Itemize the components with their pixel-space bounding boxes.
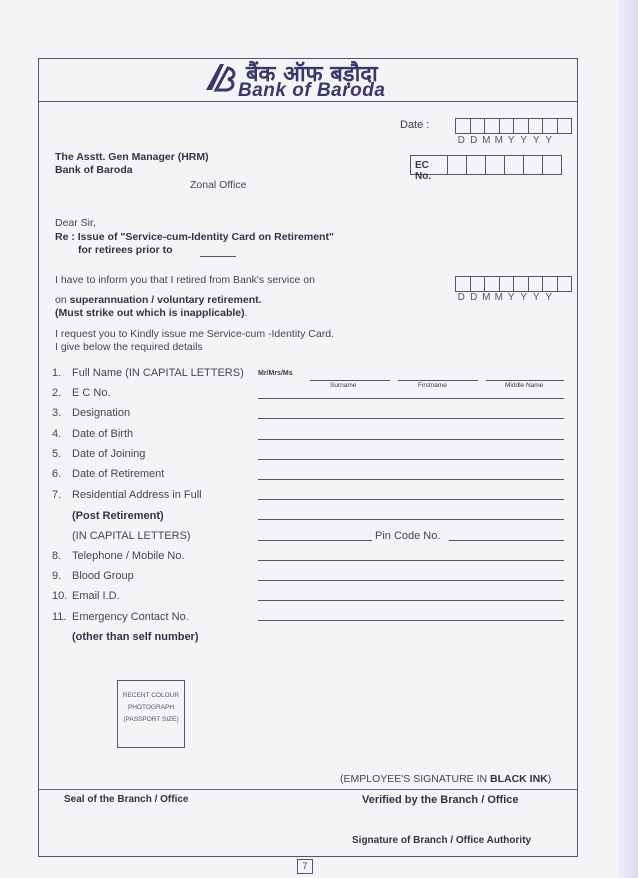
dob-label: Date of Birth bbox=[72, 428, 134, 440]
retirement-date-box[interactable] bbox=[557, 276, 573, 292]
details-line: I give below the required details bbox=[55, 341, 203, 353]
authority-signature-label[interactable]: Signature of Branch / Office Authority bbox=[352, 835, 532, 846]
date-format-letter: Y bbox=[507, 292, 515, 303]
signature-suffix: ) bbox=[547, 773, 552, 785]
bank-logo-icon bbox=[202, 60, 238, 96]
signature-prefix: (EMPLOYEE'S SIGNATURE IN bbox=[340, 773, 491, 785]
date-format-letter: Y bbox=[545, 292, 553, 303]
item-number: 1. bbox=[52, 367, 62, 379]
retirement-date-box[interactable] bbox=[484, 276, 500, 292]
date-digit-box[interactable] bbox=[557, 118, 573, 134]
employee-signature-label[interactable] bbox=[340, 773, 551, 785]
item-number: 10. bbox=[52, 590, 68, 602]
telephone-label: Telephone / Mobile No. bbox=[72, 550, 185, 562]
date-digit-box[interactable] bbox=[528, 118, 544, 134]
date-format-letter: D bbox=[457, 135, 465, 146]
bank-name: Bank of Baroda bbox=[238, 80, 386, 101]
retirement-date-box[interactable] bbox=[528, 276, 544, 292]
date-digit-box[interactable] bbox=[470, 118, 486, 134]
item-number: 2. bbox=[52, 387, 62, 399]
addressee-office: Zonal Office bbox=[190, 179, 247, 191]
item-number: 7. bbox=[52, 489, 62, 501]
name-title-label: Mr/Mrs/Ms bbox=[258, 370, 293, 377]
ec-digit-box[interactable] bbox=[542, 155, 562, 175]
retiree-date-blank[interactable] bbox=[200, 256, 236, 257]
date-format-letter: Y bbox=[545, 135, 553, 146]
strike-out-text: (Must strike out which is inapplicable) bbox=[55, 307, 245, 319]
photo-caption-3: (PASSPORT SIZE) bbox=[123, 716, 179, 723]
date-format-caption bbox=[455, 135, 555, 146]
retirement-type-options: superannuation / voluntary retirement. bbox=[69, 294, 262, 306]
ec-no-item-label: E C No. bbox=[72, 387, 111, 399]
date-format-letter: M bbox=[494, 292, 503, 303]
item-number: 8. bbox=[52, 550, 62, 562]
date-digit-box[interactable] bbox=[455, 118, 471, 134]
date-format-letter: D bbox=[470, 292, 478, 303]
email-field[interactable] bbox=[258, 600, 564, 601]
emergency-contact-label: Emergency Contact No. bbox=[72, 611, 189, 623]
date-digit-box[interactable] bbox=[499, 118, 515, 134]
date-label: Date : bbox=[400, 119, 430, 131]
pin-code-field[interactable] bbox=[449, 540, 564, 541]
subject-prefix: Re : bbox=[55, 231, 78, 243]
middlename-field[interactable] bbox=[486, 380, 564, 381]
request-line: I request you to Kindly issue me Service-cum -Identity Card. bbox=[55, 328, 334, 340]
surname-caption: Surname bbox=[330, 382, 357, 389]
retirement-date-box[interactable] bbox=[513, 276, 529, 292]
joining-date-label: Date of Joining bbox=[72, 448, 146, 460]
date-format-letter: Y bbox=[532, 292, 540, 303]
date-format-letter: M bbox=[482, 135, 491, 146]
emergency-contact-field[interactable] bbox=[258, 620, 564, 621]
designation-label: Designation bbox=[72, 407, 131, 419]
ec-no-label: EC No. bbox=[410, 155, 448, 175]
subject-text: Issue of "Service-cum-Identity Card on Retirement" bbox=[77, 231, 334, 243]
photo-box[interactable] bbox=[117, 680, 185, 748]
photo-caption-2: PHOTOGRAPH bbox=[127, 704, 175, 711]
address-sub-capitals: (IN CAPITAL LETTERS) bbox=[72, 530, 191, 542]
ec-digit-box[interactable] bbox=[485, 155, 505, 175]
addressee-bank: Bank of Baroda bbox=[55, 164, 133, 176]
verified-label: Verified by the Branch / Office bbox=[362, 794, 519, 806]
address-sub-post-retirement: (Post Retirement) bbox=[72, 510, 164, 522]
blood-group-field[interactable] bbox=[258, 580, 564, 581]
ec-no-field[interactable] bbox=[258, 398, 564, 399]
emergency-contact-note: (other than self number) bbox=[72, 631, 199, 643]
subject-line-2: for retirees prior to bbox=[78, 244, 173, 256]
date-input-boxes[interactable] bbox=[455, 118, 571, 134]
paragraph-retired: I have to inform you that I retired from Bank's service on bbox=[55, 274, 315, 286]
dob-field[interactable] bbox=[258, 439, 564, 440]
page-edge bbox=[618, 0, 638, 878]
telephone-field[interactable] bbox=[258, 560, 564, 561]
middlename-caption: Middle Name bbox=[505, 382, 544, 389]
ec-digit-box[interactable] bbox=[466, 155, 486, 175]
retirement-date-field[interactable] bbox=[258, 479, 564, 480]
date-digit-box[interactable] bbox=[542, 118, 558, 134]
bank-name-hindi: बैंक ऑफ बड़ौदा bbox=[246, 62, 378, 87]
date-format-letter: M bbox=[482, 292, 491, 303]
designation-field[interactable] bbox=[258, 418, 564, 419]
item-number: 9. bbox=[52, 570, 62, 582]
firstname-caption: Firstname bbox=[418, 382, 447, 389]
retirement-date-caption bbox=[455, 292, 555, 303]
retirement-date-input-boxes[interactable] bbox=[455, 276, 571, 292]
retirement-type-prefix: on bbox=[55, 294, 70, 306]
retirement-date-box[interactable] bbox=[499, 276, 515, 292]
ec-no-input-boxes[interactable] bbox=[447, 155, 561, 175]
subject-line bbox=[55, 231, 334, 243]
retirement-date-box[interactable] bbox=[470, 276, 486, 292]
item-number: 4. bbox=[52, 428, 62, 440]
ec-digit-box[interactable] bbox=[447, 155, 467, 175]
addressee-title: The Asstt. Gen Manager (HRM) bbox=[55, 151, 209, 163]
item-number: 11. bbox=[52, 611, 67, 623]
retirement-date-box[interactable] bbox=[455, 276, 471, 292]
date-format-letter: Y bbox=[520, 135, 528, 146]
item-number: 3. bbox=[52, 407, 62, 419]
date-digit-box[interactable] bbox=[513, 118, 529, 134]
item-number: 5. bbox=[52, 448, 62, 460]
branch-seal-label: Seal of the Branch / Office bbox=[64, 794, 189, 805]
full-name-label: Full Name (IN CAPITAL LETTERS) bbox=[72, 367, 244, 379]
blood-group-label: Blood Group bbox=[72, 570, 134, 582]
pin-code-label: Pin Code No. bbox=[375, 530, 441, 542]
date-format-letter: Y bbox=[520, 292, 528, 303]
item-number: 6. bbox=[52, 468, 62, 480]
retirement-type-line bbox=[55, 294, 262, 306]
photo-caption-1: RECENT COLOUR bbox=[122, 692, 180, 699]
date-format-letter: M bbox=[494, 135, 503, 146]
strike-out-note bbox=[55, 307, 248, 319]
retirement-date-box[interactable] bbox=[542, 276, 558, 292]
salutation: Dear Sir, bbox=[55, 217, 96, 229]
signature-ink-note: BLACK INK bbox=[490, 773, 548, 785]
date-format-letter: D bbox=[470, 135, 478, 146]
retirement-date-label: Date of Retirement bbox=[72, 468, 165, 480]
address-field-1[interactable] bbox=[258, 499, 564, 500]
date-format-letter: D bbox=[457, 292, 465, 303]
date-digit-box[interactable] bbox=[484, 118, 500, 134]
address-label: Residential Address in Full bbox=[72, 489, 202, 501]
date-format-letter: Y bbox=[507, 135, 515, 146]
joining-date-field[interactable] bbox=[258, 459, 564, 460]
ec-digit-box[interactable] bbox=[523, 155, 543, 175]
email-label: Email I.D. bbox=[72, 590, 120, 602]
ec-digit-box[interactable] bbox=[504, 155, 524, 175]
firstname-field[interactable] bbox=[398, 380, 478, 381]
footer-divider bbox=[38, 789, 578, 790]
address-field-3[interactable] bbox=[258, 540, 372, 541]
page-number: 7 bbox=[297, 859, 313, 874]
address-field-2[interactable] bbox=[258, 519, 564, 520]
strike-out-tail: . bbox=[244, 307, 248, 319]
surname-field[interactable] bbox=[310, 380, 390, 381]
date-format-letter: Y bbox=[532, 135, 540, 146]
